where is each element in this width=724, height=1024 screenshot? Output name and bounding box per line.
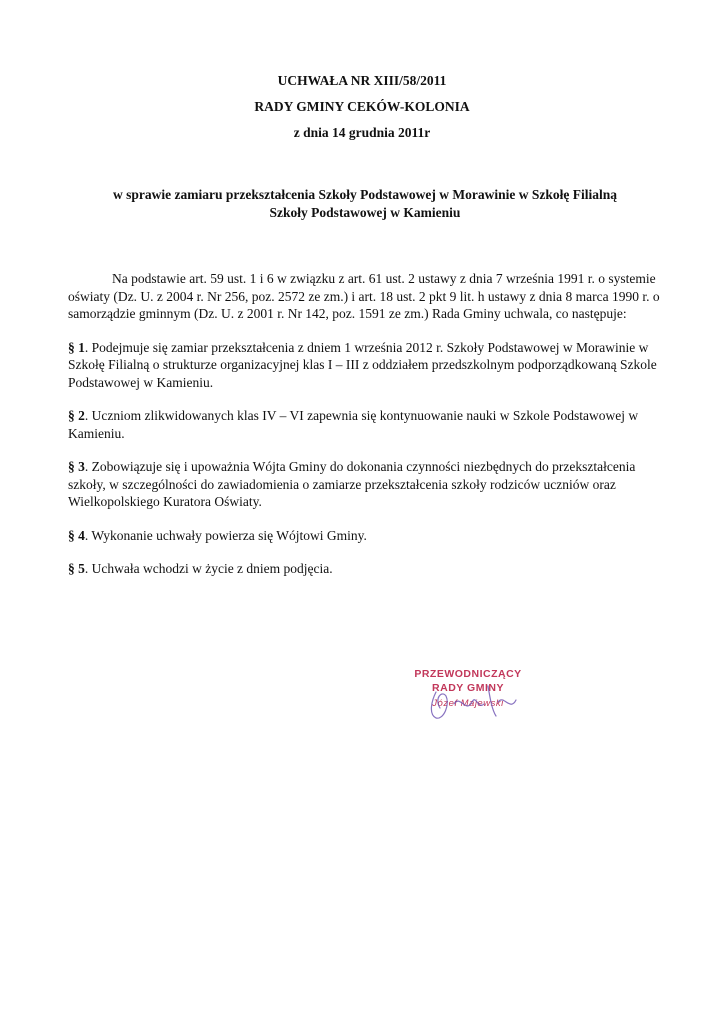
paragraph-text: . Uchwała wchodzi w życie z dniem podjęcia. <box>84 561 333 576</box>
subject-line-1: w sprawie zamiaru przekształcenia Szkoły Podstawowej w Morawinie w Szkołę Filialną <box>113 187 617 202</box>
document-header <box>0 68 724 146</box>
paragraph-3 <box>68 458 668 511</box>
paragraph-5 <box>68 560 668 578</box>
stamp-name: Józef Majewski <box>432 698 504 709</box>
paragraph-number: § 3 <box>68 459 85 474</box>
paragraph-number: § 2 <box>68 408 85 423</box>
paragraph-text: . Zobowiązuje się i upoważnia Wójta Gminy do dokonania czynności niezbędnych do przekształcenia szkoły, w szczególności do zawiadomienia o zamiarze przekształcenia szkoły rodziców uczniów oraz Wielkopolskiego Kuratora Oświaty. <box>68 459 636 509</box>
paragraph-text: . Podejmuje się zamiar przekształcenia z dniem 1 września 2012 r. Szkoły Podstawowej w Morawinie w Szkołę Filialną o strukturze organizacyjnej klas I – III z oddziałem przedszkolnym podporządkowaną Szkole Podstawowej w Kamieniu. <box>68 339 657 390</box>
resolution-body <box>68 270 668 594</box>
paragraph-text: . Wykonanie uchwały powierza się Wójtowi Gminy. <box>84 527 367 543</box>
legal-basis-paragraph: Na podstawie art. 59 ust. 1 i 6 w związku z art. 61 ust. 2 ustawy z dnia 7 września 1991 r. o systemie oświaty (Dz. U. z 2004 r. Nr 256, poz. 2572 ze zm.) i art. 18 ust. 2 pkt 9 lit. h ustawy z dnia 8 marca 1990 r. o samorządzie gminnym (Dz. U. z 2001 r. Nr 142, poz. 1591 ze zm.) Rada Gminy uchwala, co następuje: <box>68 271 660 321</box>
resolution-date: z dnia 14 grudnia 2011r <box>293 125 431 140</box>
paragraph-2 <box>68 407 668 442</box>
chairman-stamp-signature <box>370 664 566 730</box>
paragraph-text: . Uczniom zlikwidowanych klas IV – VI zapewnia się kontynuowanie nauki w Szkole Podstawowej w Kamieniu. <box>68 408 639 441</box>
subject-line-2: Szkoły Podstawowej w Kamieniu <box>269 205 461 220</box>
paragraph-4 <box>68 527 668 545</box>
paragraph-number: § 1 <box>68 339 85 355</box>
stamp-title: PRZEWODNICZĄCY <box>414 668 522 680</box>
stamp-council: RADY GMINY <box>432 682 504 694</box>
council-name: RADY GMINY CEKÓW-KOLONIA <box>254 99 470 114</box>
resolution-subject <box>60 186 670 222</box>
handwritten-signature-icon <box>370 664 566 730</box>
paragraph-1 <box>68 339 668 392</box>
resolution-number: UCHWAŁA NR XIII/58/2011 <box>277 73 447 88</box>
paragraph-number: § 4 <box>68 527 85 543</box>
paragraph-number: § 5 <box>68 561 85 576</box>
